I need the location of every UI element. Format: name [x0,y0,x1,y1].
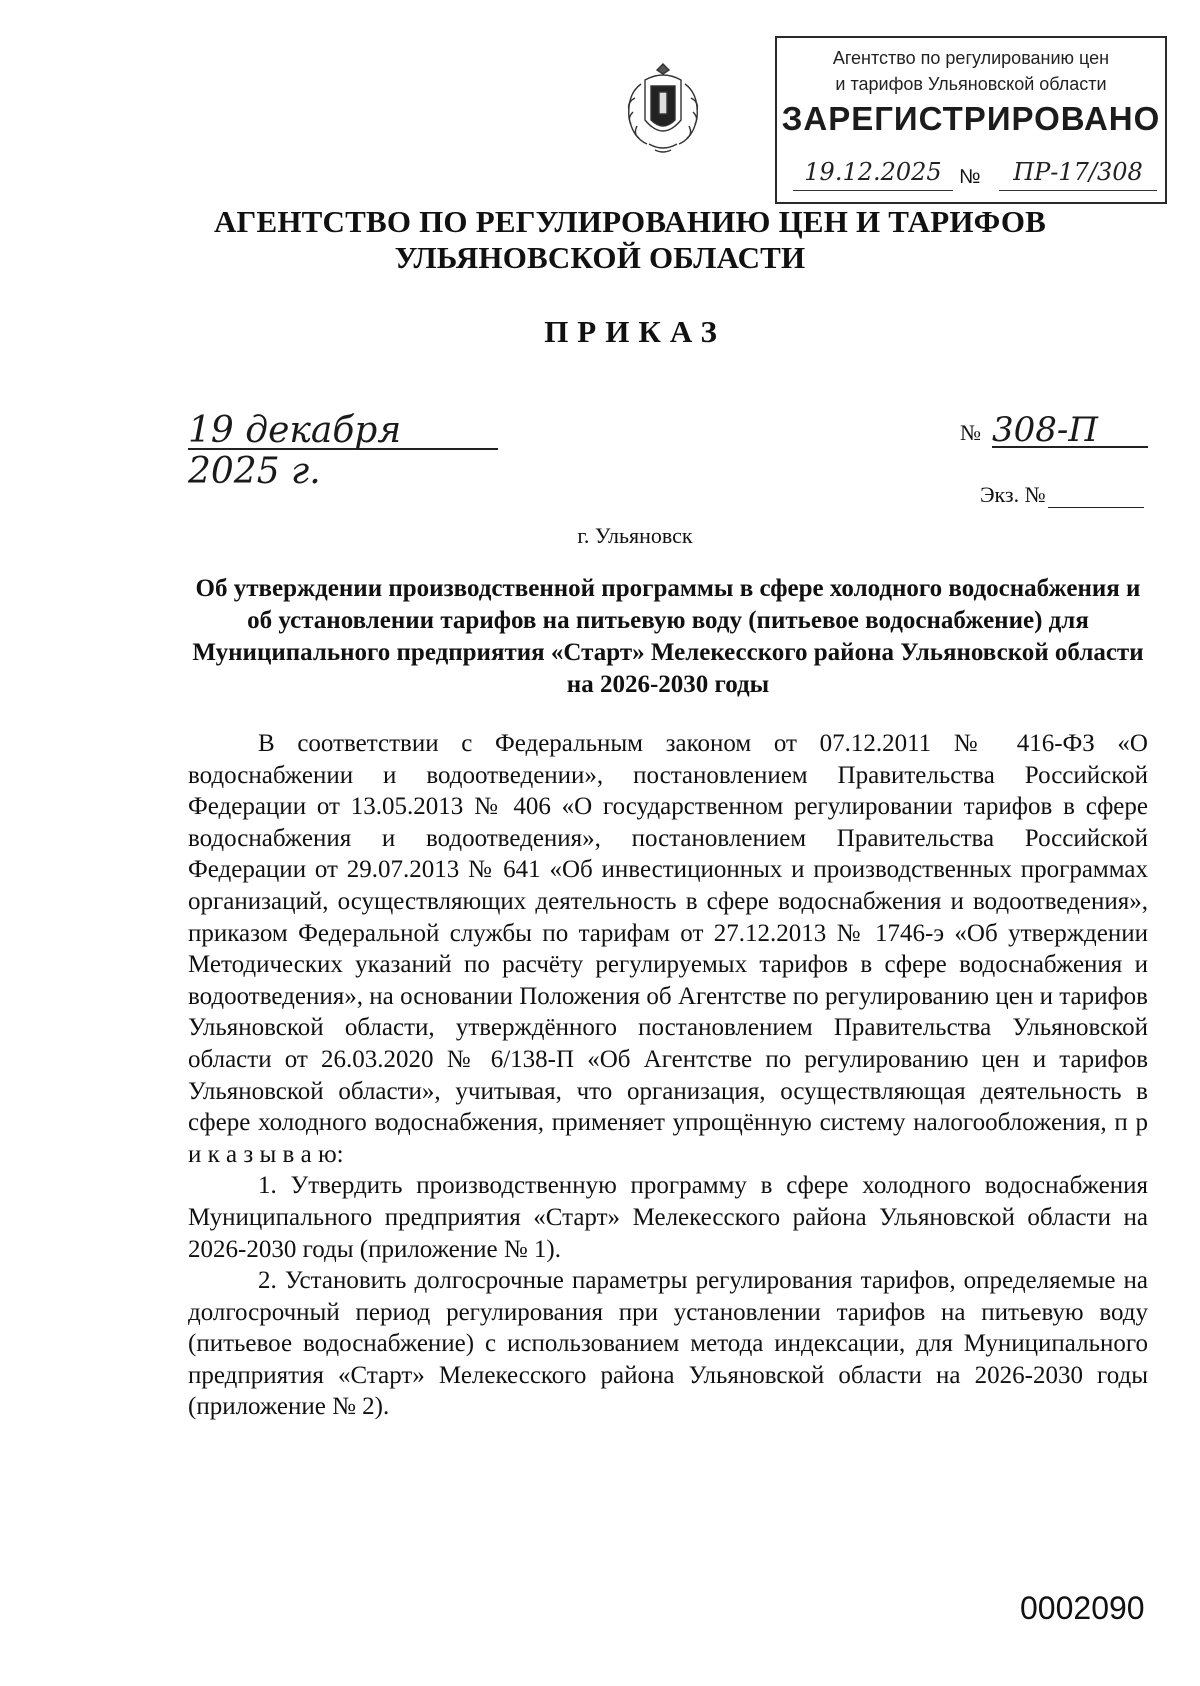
stamp-number-label: № [959,166,981,188]
stamp-number: ПР-17/308 [999,158,1157,191]
stamp-date: 19.12.2025 [793,158,953,191]
handwritten-order-number: 308-П [992,410,1148,448]
handwritten-order-date: 19 декабря 2025 г. [188,410,498,450]
stamp-agency-line2: и тарифов Ульяновской области [835,74,1107,94]
order-number-label: № [960,420,981,445]
copy-number-label: Экз. № [980,482,1046,507]
copy-number-blank [1048,487,1144,508]
copy-number-line [980,482,1144,508]
registration-stamp [775,36,1167,204]
order-body [188,728,1148,1423]
document-type-title: ПРИКАЗ [544,314,726,349]
order-subject: Об утверждении производственной программы в сфере холодного водоснабжения и об установлении тарифов на питьевую воду (питьевое водоснабжение) для Муниципального предприятия «Старт» Мелекесского района Ульяновской области на 2026-2030 годы [192,575,1144,698]
stamp-agency-line1: Агентство по регулированию цен [832,48,1110,68]
preamble-paragraph: В соответствии с Федеральным законом от 07.12.2011 № 416-ФЗ «О водоснабжении и водоотведении», постановлением Правительства Российской Федерации от 13.05.2013 № 406 «О государственном регулировании тарифов в сфере водоснабжения и водоотведения», постановлением Правительства Российской Федерации от 29.07.2013 № 641 «Об инвестиционных и производственных программах организаций, осуществляющих деятельность в сфере водоснабжения и водоотведения», приказом Федеральной службы по тарифам от 27.12.2013 № 1746-э «Об утверждении Методических указаний по расчёту регулируемых тарифов в сфере водоснабжения и водоотведения», на основании Положения об Агентстве по регулированию цен и тарифов Ульяновской области, утверждённого постановлением Правительства Ульяновской области от 26.03.2020 № 6/138-П «Об Агентстве по регулированию цен и тарифов Ульяновской области», учитывая, что организация, осуществляющая деятельность в сфере холодного водоснабжения, применяет упрощённую систему налогообложения, п р и к а з ы в а ю: [188,730,1148,1168]
stamp-status: ЗАРЕГИСТРИРОВАНО [781,100,1161,137]
agency-name-line2: УЛЬЯНОВСКОЙ ОБЛАСТИ [394,240,806,275]
agency-name-line1: АГЕНТСТВО ПО РЕГУЛИРОВАНИЮ ЦЕН И ТАРИФОВ [213,204,1047,239]
coat-of-arms-emblem [615,58,711,158]
document-serial-number: 0002090 [1020,1590,1145,1626]
city: г. Ульяновск [577,523,693,548]
item-2-paragraph: 2. Установить долгосрочные параметры регулирования тарифов, определяемые на долгосрочный период регулирования при установлении тарифов на питьевую воду (питьевое водоснабжение) с использованием метода индексации, для Муниципального предприятия «Старт» Мелекесского района Ульяновской области на 2026-2030 годы (приложение № 2). [188,1267,1148,1421]
item-1-paragraph: 1. Утвердить производственную программу в сфере холодного водоснабжения Муниципального предприятия «Старт» Мелекесского района Ульяновской области на 2026-2030 годы (приложение № 1). [188,1172,1148,1263]
